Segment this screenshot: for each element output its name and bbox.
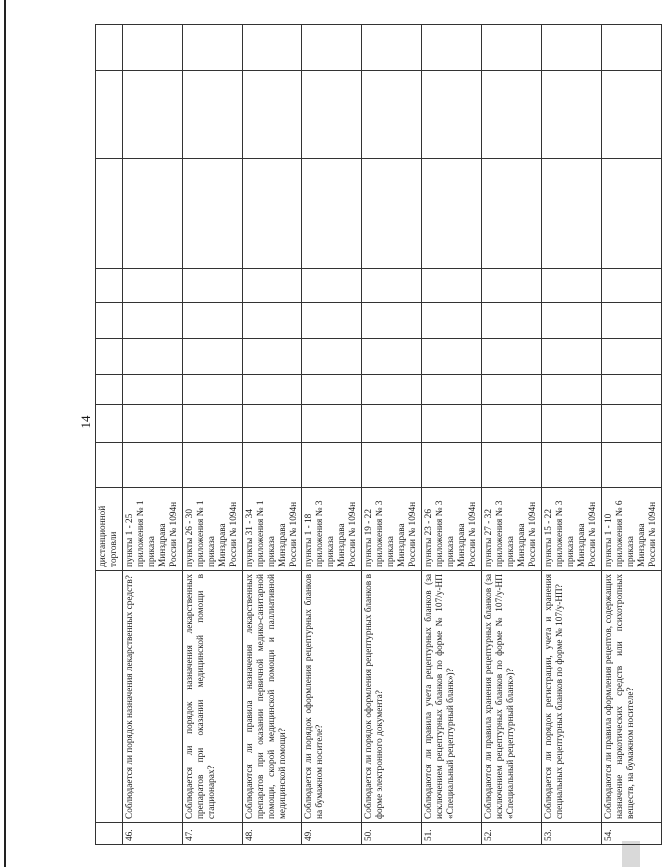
row-number: 50. (362, 823, 422, 845)
table-cell (482, 25, 542, 71)
table-cell (422, 339, 482, 375)
table-cell (601, 25, 661, 71)
reference-line: пункты 1 - 25 (124, 513, 135, 567)
reference-line: приказа Минздрава (266, 523, 288, 567)
table-cell (96, 269, 123, 303)
table-cell (422, 71, 482, 159)
table-cell (242, 405, 302, 443)
reference-line: России № 1094н (468, 501, 479, 567)
reference-cell (96, 488, 123, 571)
table-cell (182, 303, 242, 339)
table-cell (96, 159, 123, 269)
table-cell (422, 405, 482, 443)
question-cell: Соблюдается ли порядок назначения лекарственных препаратов при оказании медицинской помощи в стационарах? (182, 571, 242, 823)
reference-line: пункты 31 - 34 (244, 509, 255, 567)
reference-line: приложения № 3 (494, 500, 505, 567)
reference-line: приказа Минздрава (446, 523, 468, 567)
table-cell (122, 303, 182, 339)
question-cell: Соблюдаются ли правила оформления рецептов, содержащих назначение наркотических средств или психотропных веществ, на бумажном носителе? (601, 571, 661, 823)
row-number: 48. (242, 823, 302, 845)
table-row (601, 25, 661, 845)
reference-line: приложения № 3 (554, 500, 565, 567)
table-cell (541, 405, 601, 443)
table-cell (122, 339, 182, 375)
table-cell (541, 71, 601, 159)
table-cell (242, 25, 302, 71)
table-cell (541, 339, 601, 375)
row-number: 54. (601, 823, 661, 845)
reference-line: пункты 19 - 22 (364, 509, 375, 567)
reference-line: приказа Минздрава (206, 523, 228, 567)
checklist-table (95, 24, 662, 845)
table-cell (362, 375, 422, 405)
table-row (182, 25, 242, 845)
reference-line: приложения № 6 (614, 500, 625, 567)
reference-line: пункты 27 - 32 (484, 509, 494, 567)
reference-line: приказа Минздрава (326, 523, 348, 567)
table-cell (96, 823, 123, 845)
table-cell (242, 269, 302, 303)
table-cell (122, 375, 182, 405)
table-cell (541, 443, 601, 488)
row-number: 46. (122, 823, 182, 845)
table-cell (96, 375, 123, 405)
table-cell (541, 159, 601, 269)
reference-line: приказа Минздрава (505, 523, 527, 567)
table-cell (96, 25, 123, 71)
reference-line: приказа Минздрава (625, 523, 647, 567)
reference-line: пункты 15 - 22 (543, 509, 554, 567)
table-cell (362, 443, 422, 488)
question-cell: Соблюдается ли порядок оформления рецептурных бланков в форме электронного документа? (362, 571, 422, 823)
table-cell (601, 443, 661, 488)
table-row (242, 25, 302, 845)
table-cell (601, 339, 661, 375)
table-cell (302, 25, 362, 71)
table-cell (601, 71, 661, 159)
reference-cell (482, 488, 542, 571)
reference-line: пункты 1 - 10 (603, 513, 614, 567)
reference-line: России № 1094н (647, 501, 658, 567)
reference-line: России № 1094н (168, 501, 179, 567)
row-number: 51. (422, 823, 482, 845)
table-cell (302, 443, 362, 488)
reference-line: приказа Минздрава (565, 523, 587, 567)
question-cell: Соблюдаются ли правила учета рецептурных бланков (за исключением рецептурных бланков по форме № 107/у-НП «Специальный рецептурный бланк»)? (422, 571, 482, 823)
question-cell: Соблюдается ли порядок оформления рецептурных бланков на бумажном носителе? (302, 571, 362, 823)
table-cell (96, 571, 123, 823)
table-cell (482, 375, 542, 405)
table-cell (242, 339, 302, 375)
reference-line: приложения № 3 (375, 500, 386, 567)
reference-cell (362, 488, 422, 571)
table-cell (362, 303, 422, 339)
table-row (541, 25, 601, 845)
reference-line: России № 1094н (587, 501, 598, 567)
table-cell (362, 25, 422, 71)
table-cell (601, 159, 661, 269)
reference-line: приложения № 1 (135, 500, 146, 567)
reference-line: приказа Минздрава (146, 523, 168, 567)
table-cell (482, 443, 542, 488)
table-cell (422, 25, 482, 71)
table-cell (182, 269, 242, 303)
table-cell (242, 443, 302, 488)
table-cell (422, 375, 482, 405)
reference-line: пункты 23 - 26 (424, 509, 435, 567)
table-cell (601, 303, 661, 339)
table-cell (362, 159, 422, 269)
table-cell (302, 71, 362, 159)
table-cell (96, 339, 123, 375)
reference-line: торговли (108, 531, 119, 567)
question-cell: Соблюдается ли порядок регистрации, учета и хранения специальных рецептурных бланков по форме № 107/у-НП? (541, 571, 601, 823)
table-cell (182, 375, 242, 405)
table-cell (541, 25, 601, 71)
table-cell (422, 443, 482, 488)
table-cell (182, 25, 242, 71)
table-cell (482, 159, 542, 269)
row-number: 47. (182, 823, 242, 845)
table-cell (122, 159, 182, 269)
reference-cell (601, 488, 661, 571)
table-cell (182, 71, 242, 159)
row-number: 49. (302, 823, 362, 845)
table-cell (182, 339, 242, 375)
reference-line: приложения № 1 (195, 500, 206, 567)
table-cell (96, 303, 123, 339)
table-cell (242, 375, 302, 405)
table-row (422, 25, 482, 845)
reference-line: России № 1094н (228, 501, 239, 567)
table-cell (541, 269, 601, 303)
reference-cell (422, 488, 482, 571)
question-cell: Соблюдаются ли правила назначения лекарственных препаратов при оказании первичной медико-санитарной помощи, скорой медицинской помощи и паллиативной медицинской помощи? (242, 571, 302, 823)
question-cell: Соблюдаются ли правила хранения рецептурных бланков (за исключением рецептурных бланков по форме № 107/у-НП «Специальный рецептурный бланк»)? (482, 571, 542, 823)
reference-line: дистанционной (98, 505, 108, 567)
table-cell (182, 159, 242, 269)
table-cell (482, 303, 542, 339)
row-number: 53. (541, 823, 601, 845)
reference-cell (541, 488, 601, 571)
table-cell (182, 405, 242, 443)
table-cell (122, 443, 182, 488)
table-cell (242, 71, 302, 159)
reference-cell (122, 488, 182, 571)
table-cell (96, 443, 123, 488)
table-cell (302, 405, 362, 443)
reference-line: пункты 26 - 30 (184, 509, 195, 567)
reference-line: приложения № 3 (315, 500, 326, 567)
table-cell (122, 405, 182, 443)
table-cell (96, 405, 123, 443)
reference-line: пункты 1 - 18 (304, 513, 315, 567)
table-cell (182, 443, 242, 488)
reference-line: приложения № 3 (435, 500, 446, 567)
reference-line: России № 1094н (408, 501, 419, 567)
table-cell (122, 25, 182, 71)
table-cell (482, 405, 542, 443)
page-number: 14 (78, 415, 93, 429)
table-cell (362, 71, 422, 159)
table-cell (362, 405, 422, 443)
scan-edge-line (4, 0, 6, 867)
table-cell (302, 339, 362, 375)
table-cell (362, 269, 422, 303)
reference-line: России № 1094н (288, 501, 299, 567)
table-cell (541, 375, 601, 405)
table-row-partial (96, 25, 123, 845)
table-cell (422, 159, 482, 269)
table-cell (302, 303, 362, 339)
table-cell (302, 269, 362, 303)
table-cell (242, 303, 302, 339)
reference-cell (302, 488, 362, 571)
table-cell (541, 303, 601, 339)
reference-line: приложения № 1 (255, 500, 266, 567)
table-cell (482, 71, 542, 159)
table-cell (242, 159, 302, 269)
table-cell (122, 71, 182, 159)
table-cell (96, 71, 123, 159)
reference-cell (182, 488, 242, 571)
reference-line: России № 1094н (527, 501, 538, 567)
reference-cell (242, 488, 302, 571)
table-cell (601, 375, 661, 405)
table-cell (482, 269, 542, 303)
question-cell: Соблюдается ли порядок назначения лекарственных средств? (122, 571, 182, 823)
reference-line: России № 1094н (348, 501, 359, 567)
table-row (482, 25, 542, 845)
table-row (122, 25, 182, 845)
table-cell (422, 303, 482, 339)
table-cell (362, 339, 422, 375)
row-number: 52. (482, 823, 542, 845)
table-cell (122, 269, 182, 303)
rotated-table-container (95, 25, 658, 845)
table-row (362, 25, 422, 845)
reference-line: приказа Минздрава (386, 523, 408, 567)
table-cell (482, 339, 542, 375)
table-cell (422, 269, 482, 303)
table-cell (601, 269, 661, 303)
table-row (302, 25, 362, 845)
table-cell (302, 375, 362, 405)
table-cell (302, 159, 362, 269)
table-cell (601, 405, 661, 443)
